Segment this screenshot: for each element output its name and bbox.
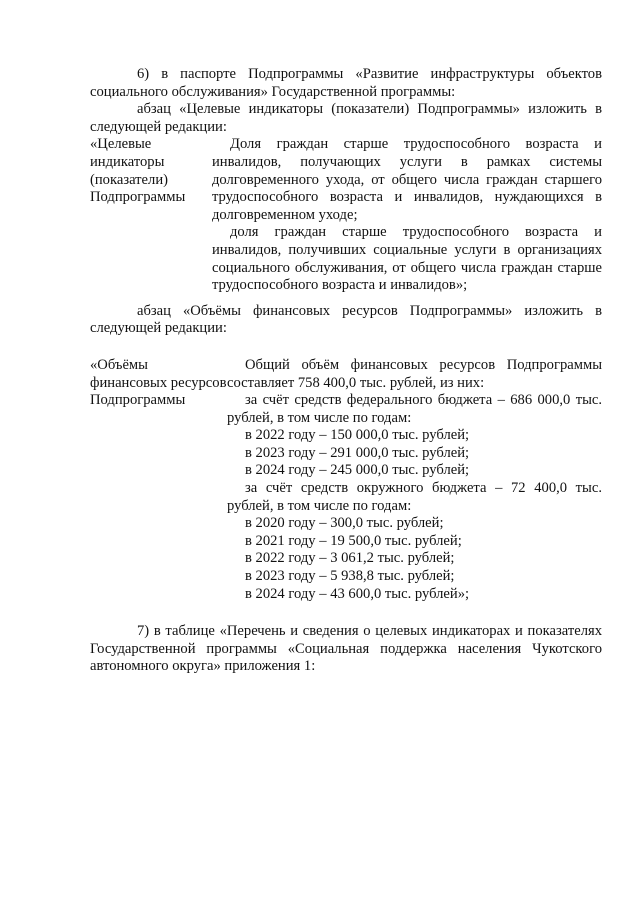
- district-budget-text: за счёт средств окружного бюджета – 72 400,0 тыс. рублей, в том числе по годам:: [227, 480, 602, 514]
- indicators-values: [212, 136, 602, 294]
- federal-year-item: в 2024 году – 245 000,0 тыс. рублей;: [245, 462, 470, 479]
- finance-table: [90, 357, 602, 603]
- district-year-item: в 2020 году – 300,0 тыс. рублей;: [245, 515, 444, 532]
- federal-year-item: в 2022 году – 150 000,0 тыс. рублей;: [245, 427, 470, 444]
- indicators-intro-paragraph: абзац «Целевые индикаторы (показатели) Подпрограммы» изложить в следующей редакции:: [90, 101, 602, 135]
- indicator-2-text: доля граждан старше трудоспособного возраста и инвалидов, получивших социальные услуги в организациях социального обслуживания, от общего числа граждан старше трудоспособного возраста и инвалидов»;: [212, 224, 602, 294]
- district-year-item: в 2024 году – 43 600,0 тыс. рублей»;: [245, 585, 470, 602]
- indicators-table: [90, 136, 602, 294]
- district-year-item: в 2022 году – 3 061,2 тыс. рублей;: [245, 550, 455, 567]
- district-year-item: в 2023 году – 5 938,8 тыс. рублей;: [245, 568, 455, 585]
- finance-total-text: Общий объём финансовых ресурсов Подпрограммы составляет 758 400,0 тыс. рублей, из них:: [227, 356, 602, 391]
- district-year-item: в 2021 году – 19 500,0 тыс. рублей;: [245, 532, 462, 549]
- indicator-1-text: Доля граждан старше трудоспособного возраста и инвалидов, получающих услуги в рамках системы долговременного ухода, от общего числа граждан старшего трудоспособного возраста и инвалидов, нуждающихся в долговременном уходе;: [212, 136, 602, 223]
- indicators-label: «Целевые индикаторы (показатели) Подпрограммы: [90, 136, 186, 206]
- federal-year-item: в 2023 году – 291 000,0 тыс. рублей;: [245, 444, 470, 461]
- finance-values: [227, 357, 602, 603]
- item-6-paragraph: 6) в паспорте Подпрограммы «Развитие инфраструктуры объектов социального обслуживания» Государственной программы:: [90, 66, 602, 100]
- document-page: [90, 66, 602, 676]
- finance-label: «Объёмы финансовых ресурсов Подпрограммы: [90, 356, 227, 409]
- item-7-paragraph: 7) в таблице «Перечень и сведения о целевых индикаторах и показателях Государственной программы «Социальная поддержка населения Чукотского автономного округа» приложения 1:: [90, 623, 602, 675]
- federal-budget-text: за счёт средств федерального бюджета – 686 000,0 тыс. рублей, в том числе по годам:: [227, 392, 602, 426]
- finance-intro-paragraph: абзац «Объёмы финансовых ресурсов Подпрограммы» изложить в следующей редакции:: [90, 302, 602, 337]
